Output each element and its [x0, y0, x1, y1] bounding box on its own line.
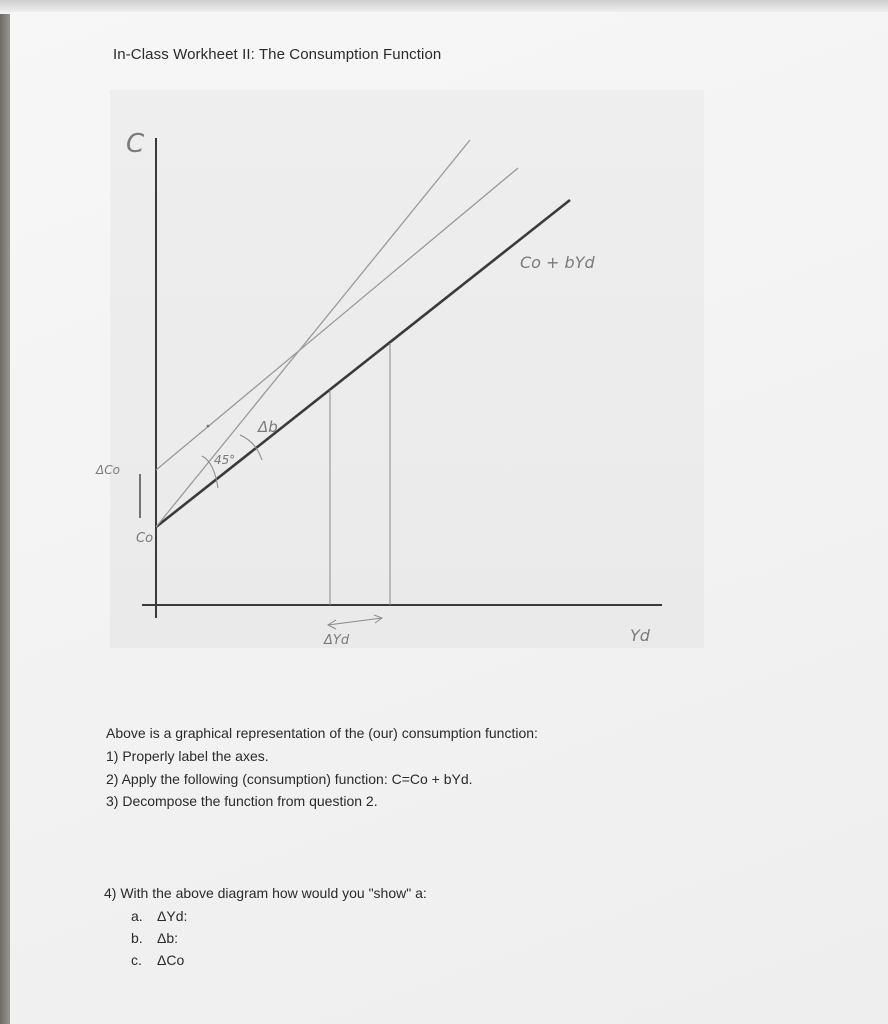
subitem-a-text: ΔYd:	[157, 908, 188, 924]
intercept-label: Co	[136, 531, 154, 546]
worksheet-title: In-Class Workheet II: The Consumption Function	[113, 46, 442, 63]
question-1: 1) Properly label the axes.	[106, 748, 269, 764]
subitem-c-text: ΔCo	[157, 952, 185, 968]
question-2: 2) Apply the following (consumption) function: C=Co + bYd.	[106, 771, 473, 787]
subitem-b-letter: b.	[131, 930, 143, 946]
function-label: Co + bYd	[520, 253, 595, 272]
delta-co-label: ΔCo	[96, 463, 120, 477]
forty-five-degree-line	[156, 140, 470, 527]
pencil-dot	[207, 425, 210, 428]
subitem-c-letter: c.	[131, 952, 142, 968]
question-3: 3) Decompose the function from question 2.	[106, 793, 378, 809]
consumption-line	[156, 200, 570, 527]
intro-text: Above is a graphical representation of the (our) consumption function:	[106, 725, 538, 741]
shifted-consumption-line	[156, 168, 518, 470]
subitem-a-letter: a.	[131, 908, 143, 924]
subitem-b-text: Δb:	[157, 930, 179, 946]
delta-yd-label: ΔYd	[324, 633, 350, 648]
delta-b-label: Δb	[258, 418, 278, 436]
delta-yd-arrow	[328, 618, 382, 625]
x-axis-label: Yd	[630, 626, 650, 645]
angle-45-label: 45°	[214, 453, 236, 467]
consumption-diagram	[96, 90, 704, 648]
question-4: 4) With the above diagram how would you "show" a:	[104, 885, 427, 901]
diagram-canvas	[96, 90, 704, 648]
y-axis-label: C	[126, 129, 145, 159]
